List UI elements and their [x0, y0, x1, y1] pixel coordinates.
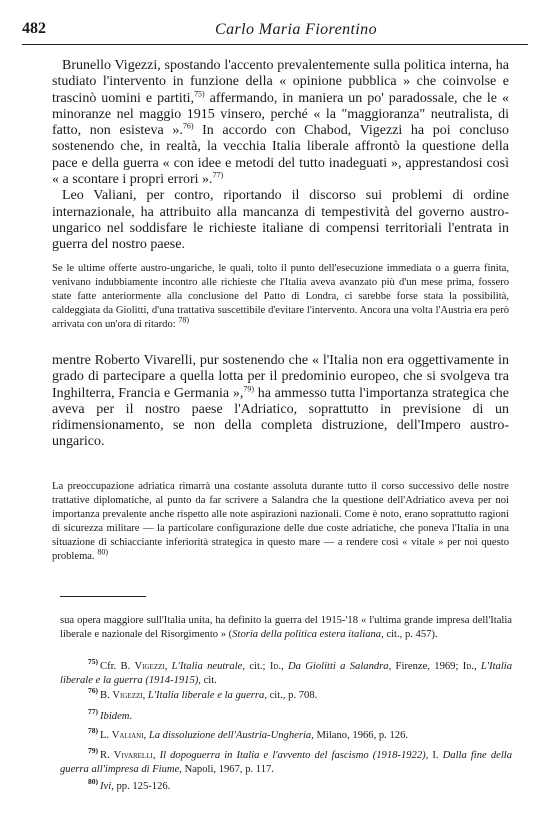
page-number: 482	[22, 20, 46, 37]
body-text-middle	[52, 353, 509, 451]
body-text-top	[52, 58, 509, 254]
header-rule	[22, 44, 528, 45]
block-quote-valiani: Se le ultime offerte austro-ungariche, le quali, tolto il punto dell'esecuzione immediata o a guerra finita, venivano indubbiamente incontro alle richieste che l'Italia aveva avanzato più d'un mese prima, fossero state fatte anteriormente alla conclusione del Patto di Londra, ci sarebbe forse stata la possibilità, caldeggiata da Giolitti, d'una trattativa suscettibile d'evitare l'intervento. Ancora una volta l'Austria era però arrivata con un'ora di ritardo: $^{78)}$	[52, 263, 509, 330]
footnote-75: $^{75)}$ Cfr. B. Vigezzi, L'Italia neutrale, cit.; Id., Da Giolitti a Salandra, Firenze, 1969; Id., L'Italia liberale e la guerra (1914-1915), cit.	[60, 657, 513, 686]
paragraph-vigezzi: Brunello Vigezzi, spostando l'accento prevalentemente sulla politica interna, ha studiato l'intervento in funzione della « opinione pubblica » che coinvolse e trascinò uomini e partiti,$^{75)}$ affermando, in maniera un po' paradossale, che le « minoranze nel maggio 1915 vinsero, perché « la "maggioranza" neutralista, di fatto, non esisteva ».$^{76)}$ In accordo con Chabod, Vigezzi ha poi concluso sostenendo che, in realtà, la vecchia Italia liberale affrontò la questione della pace e della guerra « con idee e metodi del tutto inadeguati », apprestandosi così « a scontare i propri errori ».$^{77)}$	[52, 58, 509, 188]
footnote-ref-80: 80)	[97, 547, 108, 557]
footnote-ref-79: 79)	[243, 383, 255, 393]
footnote-80: $^{80)}$ Ivi, pp. 125-126.	[88, 777, 171, 792]
paragraph-valiani: Leo Valiani, per contro, riportando il discorso sui problemi di ordine internazionale, ha attribuito alla mancanza di tempestività del governo austro-ungarico nel soddisfare le richieste italiane di compensi territoriali l'entrata in guerra del nostro paese.	[52, 188, 509, 253]
footnote-76: $^{76)}$ B. Vigezzi, L'Italia liberale e la guerra, cit., p. 708.	[88, 686, 318, 701]
paragraph-vivarelli: mentre Roberto Vivarelli, pur sostenendo che « l'Italia non era oggettivamente in grado di partecipare a quella lotta per il predominio europeo, che si svolgeva tra Inghilterra, Francia e Germania »,$^{79)}$ ha ammesso tutta l'importanza strategica che aveva per il nostro paese l'Adriatico, soprattutto in previsione di un ridimensionamento, se non della completa distruzione, dell'Impero austro-ungarico.	[52, 353, 509, 450]
footnote-77: $^{77)}$ Ibidem.	[88, 707, 133, 722]
footnote-ref-76: 76)	[182, 121, 194, 131]
running-head: Carlo Maria Fiorentino	[215, 21, 377, 38]
footnote-78: $^{78)}$ L. Valiani, La dissoluzione dell'Austria-Ungheria, Milano, 1966, p. 126.	[88, 726, 409, 741]
footnote-continuation: sua opera maggiore sull'Italia unita, ha definito la guerra del 1915-'18 « l'ultima grande impresa dell'Italia liberale e nazionale del Risorgimento » (Storia della politica estera italiana, cit., p. 457).	[60, 615, 512, 640]
footnote-rule	[60, 596, 146, 597]
footnote-ref-78: 78)	[178, 315, 190, 325]
page-header	[22, 20, 528, 44]
footnote-ref-77: 77)	[212, 170, 224, 180]
footnote-79: $^{79)}$ R. Vivarelli, Il dopoguerra in Italia e l'avvento del fascismo (1918-1922), I. Dalla fine della guerra all'impresa di Fiume, Napoli, 1967, p. 117.	[60, 746, 513, 775]
footnote-ref-75: 75)	[194, 88, 205, 98]
block-quote-vivarelli: La preoccupazione adriatica rimarrà una costante assoluta durante tutto il corso successivo delle nostre trattative diplomatiche, al punto da far scrivere a Salandra che la questione dell'Adriatico aveva per noi importanza prevalente anche rispetto alle note aspirazioni nazionali. Come è noto, erano soprattutto ragioni di sicurezza militare — la particolare configurazione delle due coste adriatiche, che poneva l'Italia in una situazione di schiacciante inferiorità strategica in questo mare — a rendere così « vitale » per noi questo problema. $^{80)}$	[52, 481, 509, 562]
